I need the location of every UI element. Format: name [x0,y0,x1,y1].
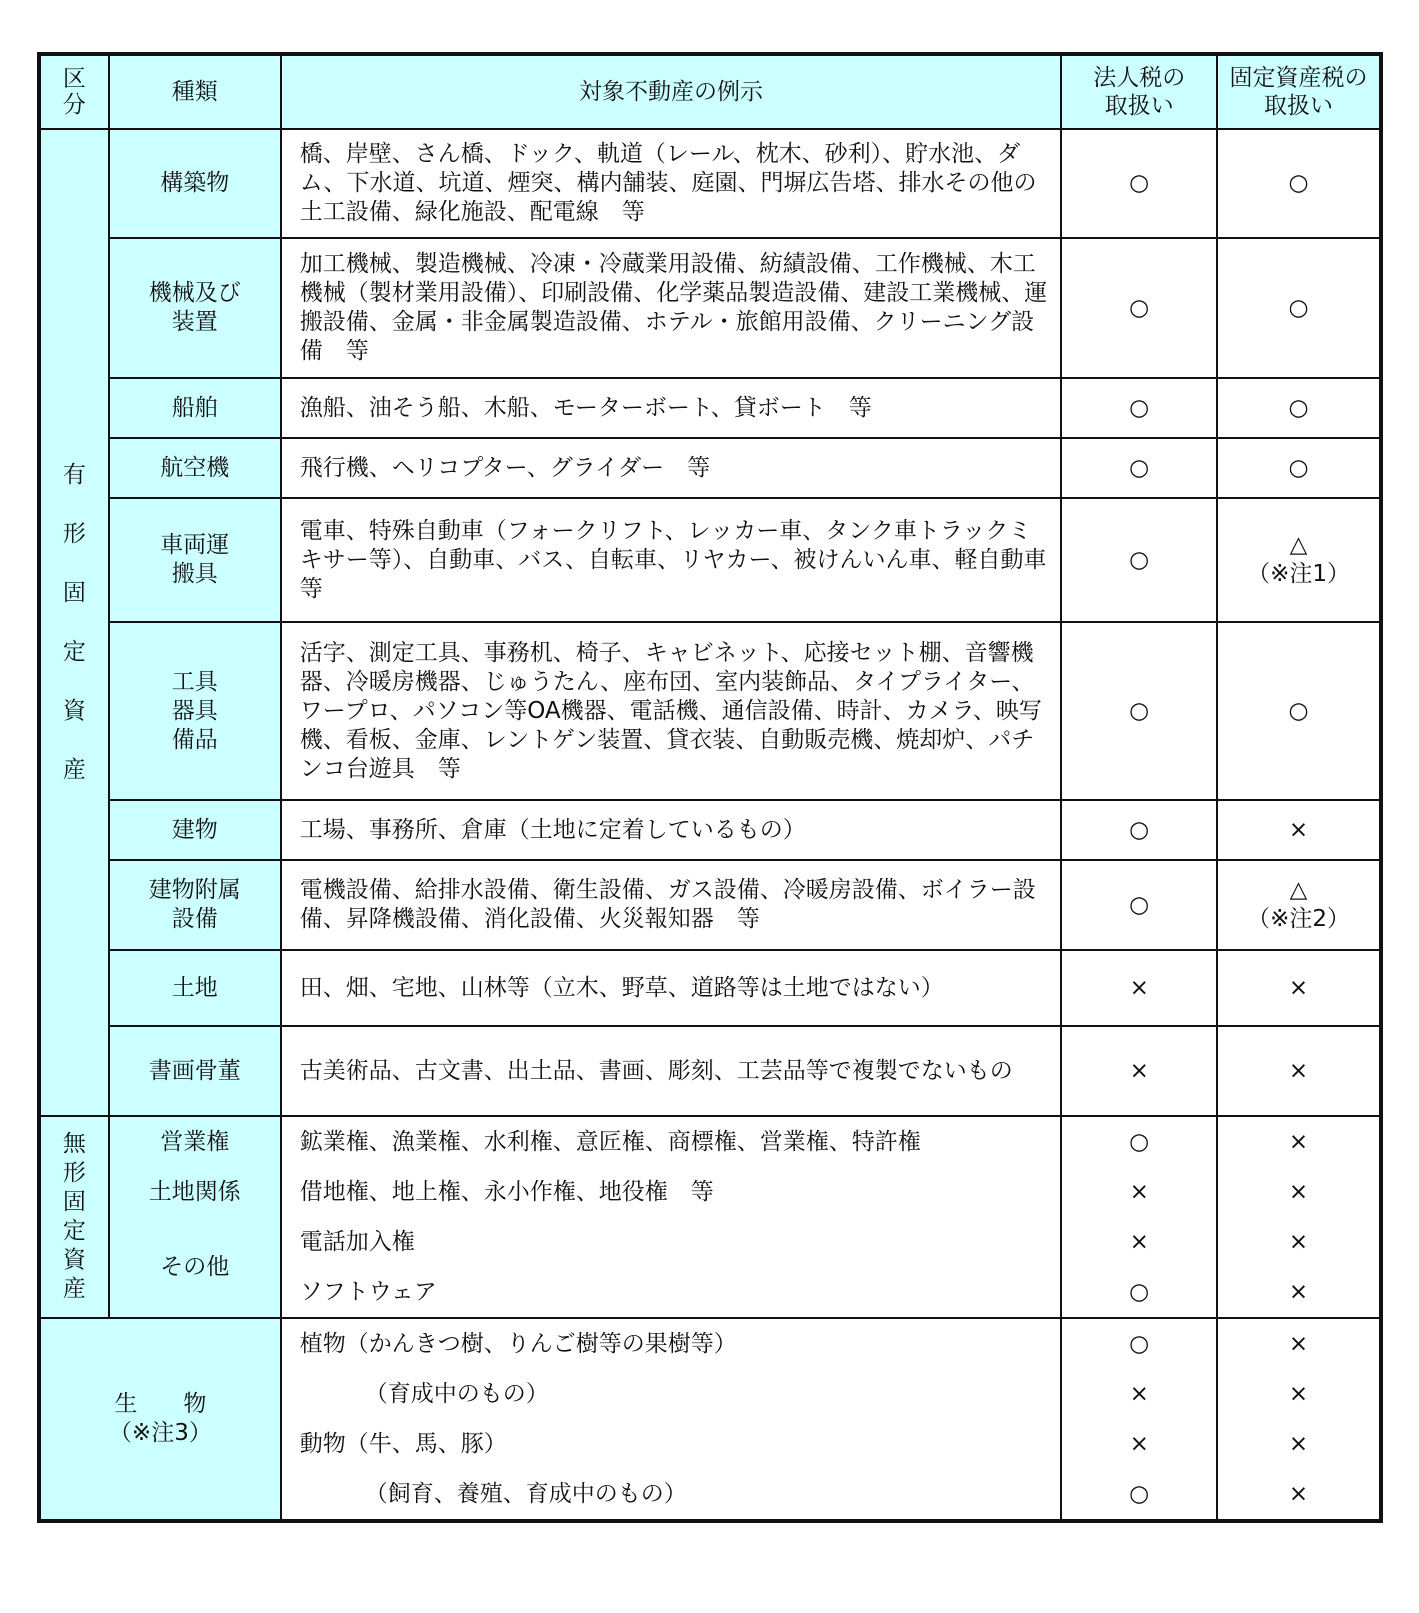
living-corp-tax [1061,1318,1217,1521]
header-kind: 種類 [109,54,281,129]
fixed-tax-mark: ○ [1217,378,1381,438]
kind-cell: 建物 [109,800,281,860]
header-row [39,54,1381,129]
fixed-tax-mark: × [1288,1331,1309,1357]
table-row [39,622,1381,800]
fixed-tax-mark: × [1288,1179,1309,1205]
corp-tax-mark: ○ [1061,800,1217,860]
fixed-tax-mark: ○ [1217,238,1381,378]
fixed-tax-mark: × [1217,800,1381,860]
examples-cell: 古美術品、古文書、出土品、書画、彫刻、工芸品等で複製でないもの [281,1026,1062,1116]
fixed-tax-mark: × [1217,1026,1381,1116]
fixed-tax-cell [1217,498,1381,622]
fixed-tax-mark: × [1288,1381,1309,1407]
kind-cell: 土地関係 [148,1179,241,1205]
fixed-tax-note: （※注2） [1247,906,1350,932]
corp-tax-mark: × [1061,1026,1217,1116]
kind-cell: 船舶 [109,378,281,438]
table-row [39,1026,1381,1116]
living-fixed-tax [1217,1318,1381,1521]
living-label: 生 物 [114,1391,207,1417]
fixed-tax-mark: △ [1289,532,1308,558]
examples-line: 電話加入権 [299,1229,415,1255]
examples-line: （育成中のもの） [364,1381,549,1407]
corp-tax-mark: × [1129,1229,1149,1255]
table-row [39,238,1381,378]
kind-cell: 書画骨董 [109,1026,281,1116]
corp-tax-mark: ○ [1129,1129,1150,1155]
header-examples: 対象不動産の例示 [281,54,1062,129]
corp-tax-mark: ○ [1061,378,1217,438]
corp-tax-mark: × [1129,1431,1149,1457]
examples-line: （飼育、養殖、育成中のもの） [364,1481,687,1507]
table-row [39,950,1381,1026]
intangible-kinds [109,1116,281,1318]
corp-tax-mark: × [1061,950,1217,1026]
table-row [39,438,1381,498]
corp-tax-mark: ○ [1061,498,1217,622]
table-row [39,129,1381,238]
table-row [39,860,1381,950]
category-intangible: 無形固定資産 [39,1116,109,1318]
examples-cell: 漁船、油そう船、木船、モーターボート、貸ボート 等 [281,378,1062,438]
header-corp-tax: 法人税の取扱い [1061,54,1217,129]
corp-tax-mark: ○ [1129,1481,1150,1507]
corp-tax-mark: ○ [1061,238,1217,378]
kind-cell: 車両運搬具 [109,498,281,622]
corp-tax-mark: ○ [1061,860,1217,950]
header-category: 区分 [39,54,109,129]
intangible-corp-tax [1061,1116,1217,1318]
examples-cell: 加工機械、製造機械、冷凍・冷蔵業用設備、紡績設備、工作機械、木工機械（製材業用設備）、印刷設備、化学薬品製造設備、建設工業機械、運搬設備、金属・非金属製造設備、ホテル・旅館用設備、クリーニング設備 等 [281,238,1062,378]
intangible-examples [281,1116,1062,1318]
examples-cell: 活字、測定工具、事務机、椅子、キャビネット、応接セット棚、音響機器、冷暖房機器、じゅうたん、座布団、室内装飾品、タイプライター、ワープロ、パソコン等OA機器、電話機、通信設備、時計、カメラ、映写機、看板、金庫、レントゲン装置、貸衣装、自動販売機、焼却炉、パチンコ台遊具 等 [281,622,1062,800]
fixed-tax-mark: ○ [1217,129,1381,238]
examples-cell: 電機設備、給排水設備、衛生設備、ガス設備、冷暖房設備、ボイラー設備、昇降機設備、消化設備、火災報知器 等 [281,860,1062,950]
corp-tax-mark: ○ [1061,438,1217,498]
examples-cell: 橋、岸壁、さん橋、ドック、軌道（レール、枕木、砂利）、貯水池、ダム、下水道、坑道、煙突、構内舗装、庭園、門塀広告塔、排水その他の土工設備、緑化施設、配電線 等 [281,129,1062,238]
living-examples [281,1318,1062,1521]
table-row [39,1318,1381,1521]
corp-tax-mark: ○ [1061,622,1217,800]
examples-line: 植物（かんきつ樹、りんご樹等の果樹等） [299,1331,737,1357]
table-row [39,498,1381,622]
kind-cell: 機械及び装置 [109,238,281,378]
table-row [39,378,1381,438]
kind-cell: 営業権 [160,1129,230,1155]
category-living [39,1318,281,1521]
kind-cell: その他 [160,1254,230,1280]
corp-tax-mark: ○ [1129,1279,1150,1305]
fixed-tax-mark: △ [1289,877,1308,903]
kind-cell: 建物附属設備 [109,860,281,950]
fixed-tax-mark: × [1217,950,1381,1026]
kind-cell: 土地 [109,950,281,1026]
living-note: （※注3） [108,1420,212,1446]
corp-tax-mark: × [1129,1381,1149,1407]
fixed-tax-note: （※注1） [1247,561,1350,587]
examples-line: 借地権、地上権、永小作権、地役権 等 [299,1179,714,1205]
examples-line: 動物（牛、馬、豚） [299,1431,507,1457]
examples-cell: 工場、事務所、倉庫（土地に定着しているもの） [281,800,1062,860]
examples-cell: 電車、特殊自動車（フォークリフト、レッカー車、タンク車トラックミキサー等）、自動車、バス、自転車、リヤカー、被けんいん車、軽自動車 等 [281,498,1062,622]
intangible-fixed-tax [1217,1116,1381,1318]
fixed-tax-mark: ○ [1217,622,1381,800]
fixed-tax-mark: × [1288,1431,1309,1457]
examples-line: ソフトウェア [299,1279,437,1305]
table-row [39,800,1381,860]
kind-cell: 工具器具備品 [109,622,281,800]
examples-cell: 飛行機、ヘリコプター、グライダー 等 [281,438,1062,498]
examples-cell: 田、畑、宅地、山林等（立木、野草、道路等は土地ではない） [281,950,1062,1026]
category-tangible: 有形固定資産 [39,129,109,1116]
header-fixed-tax: 固定資産税の取扱い [1217,54,1381,129]
fixed-tax-mark: × [1288,1129,1309,1155]
kind-cell: 航空機 [109,438,281,498]
corp-tax-mark: ○ [1129,1331,1150,1357]
fixed-tax-mark: × [1288,1481,1309,1507]
fixed-tax-cell [1217,860,1381,950]
fixed-tax-mark: ○ [1217,438,1381,498]
kind-cell: 構築物 [109,129,281,238]
fixed-tax-mark: × [1288,1279,1309,1305]
table-row [39,1116,1381,1318]
corp-tax-mark: ○ [1061,129,1217,238]
fixed-tax-mark: × [1288,1229,1309,1255]
asset-classification-table [37,52,1383,1523]
examples-line: 鉱業権、漁業権、水利権、意匠権、商標権、営業権、特許権 [299,1129,921,1155]
corp-tax-mark: × [1129,1179,1149,1205]
